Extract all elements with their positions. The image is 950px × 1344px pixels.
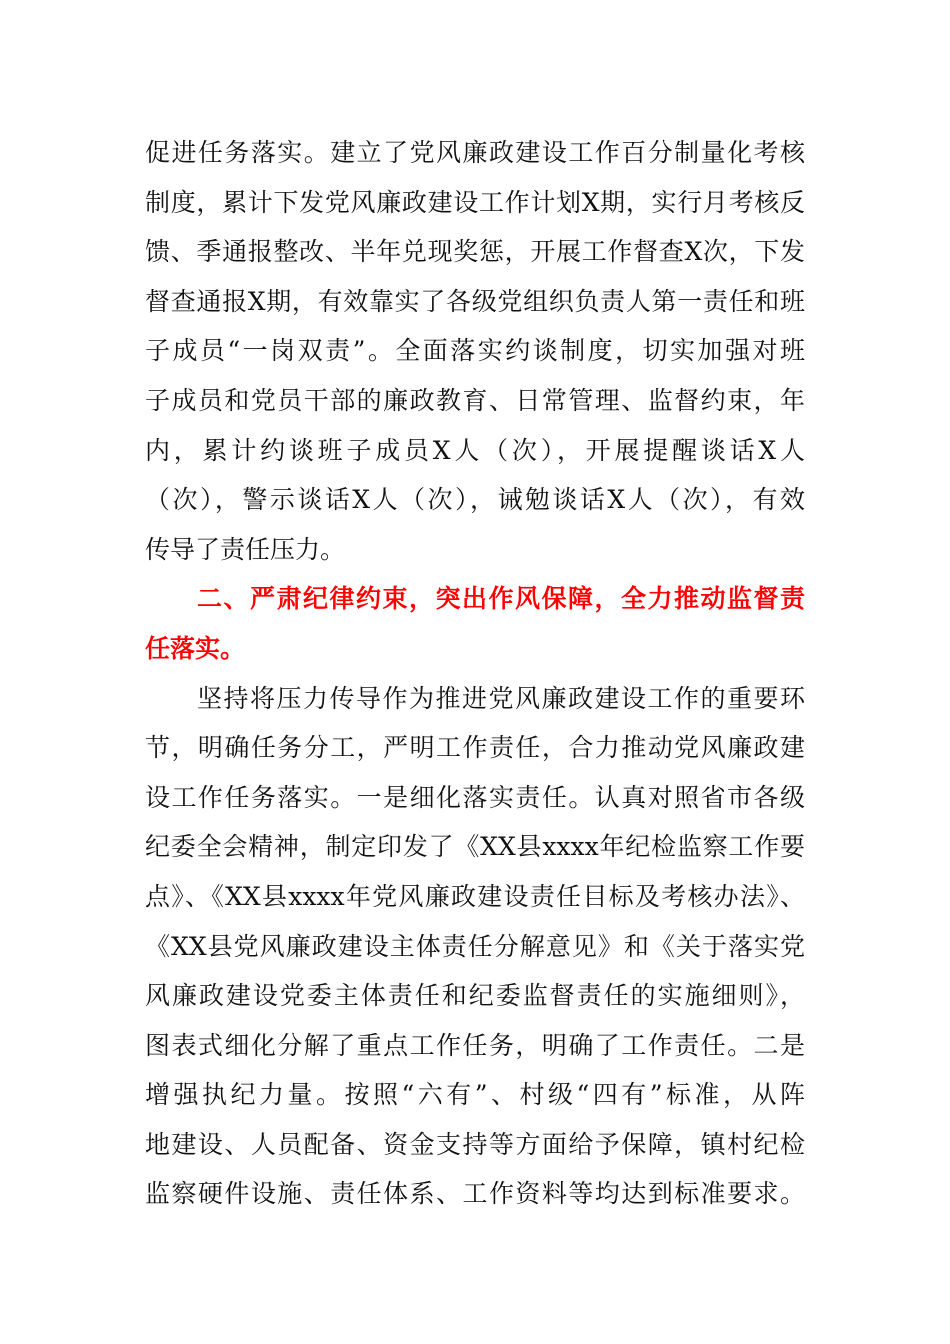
section-heading	[145, 574, 805, 673]
text-line: 《XX县党风廉政建设主体责任分解意见》和《关于落实党	[145, 931, 805, 961]
text-line: 督查通报X期，有效靠实了各级党组织负责人第一责任和班	[145, 286, 805, 316]
text-line: 风廉政建设党委主体责任和纪委监督责任的实施细则》，	[145, 981, 805, 1011]
document-body	[145, 128, 805, 1219]
text-line: 设工作任务落实。一是细化落实责任。认真对照省市各级	[145, 782, 805, 812]
text-line: 地建设、人员配备、资金支持等方面给予保障，镇村纪检	[145, 1129, 805, 1159]
heading-line: 二、严肃纪律约束，突出作风保障，全力推动监督责	[197, 584, 805, 614]
heading-line: 任落实。	[145, 633, 246, 663]
text-line: 点》、《XX县xxxx年党风廉政建设责任目标及考核办法》、	[145, 881, 805, 911]
text-line: 图表式细化分解了重点工作任务，明确了工作责任。二是	[145, 1030, 805, 1060]
text-line: 传导了责任压力。	[145, 534, 346, 564]
text-line: 内，累计约谈班子成员X人（次），开展提醒谈话X人	[145, 435, 805, 465]
text-line: （次），警示谈话X人（次），诫勉谈话X人（次），有效	[145, 485, 805, 515]
text-line: 馈、季通报整改、半年兑现奖惩，开展工作督查X次，下发	[145, 237, 805, 267]
text-line: 监察硬件设施、责任体系、工作资料等均达到标准要求。	[145, 1179, 805, 1209]
paragraph-2	[145, 674, 805, 1220]
text-line: 制度，累计下发党风廉政建设工作计划X期，实行月考核反	[145, 187, 805, 217]
text-line: 子成员和党员干部的廉政教育、日常管理、监督约束，年	[145, 385, 805, 415]
text-line: 坚持将压力传导作为推进党风廉政建设工作的重要环	[197, 683, 805, 713]
text-line: 子成员“一岗双责”。全面落实约谈制度，切实加强对班	[145, 336, 805, 366]
text-line: 节，明确任务分工，严明工作责任，合力推动党风廉政建	[145, 733, 805, 763]
paragraph-1	[145, 128, 805, 574]
text-line: 纪委全会精神，制定印发了《XX县xxxx年纪检监察工作要	[145, 832, 805, 862]
text-line: 促进任务落实。建立了党风廉政建设工作百分制量化考核	[145, 138, 805, 167]
text-line: 增强执纪力量。按照“六有”、村级“四有”标准，从阵	[145, 1080, 805, 1110]
